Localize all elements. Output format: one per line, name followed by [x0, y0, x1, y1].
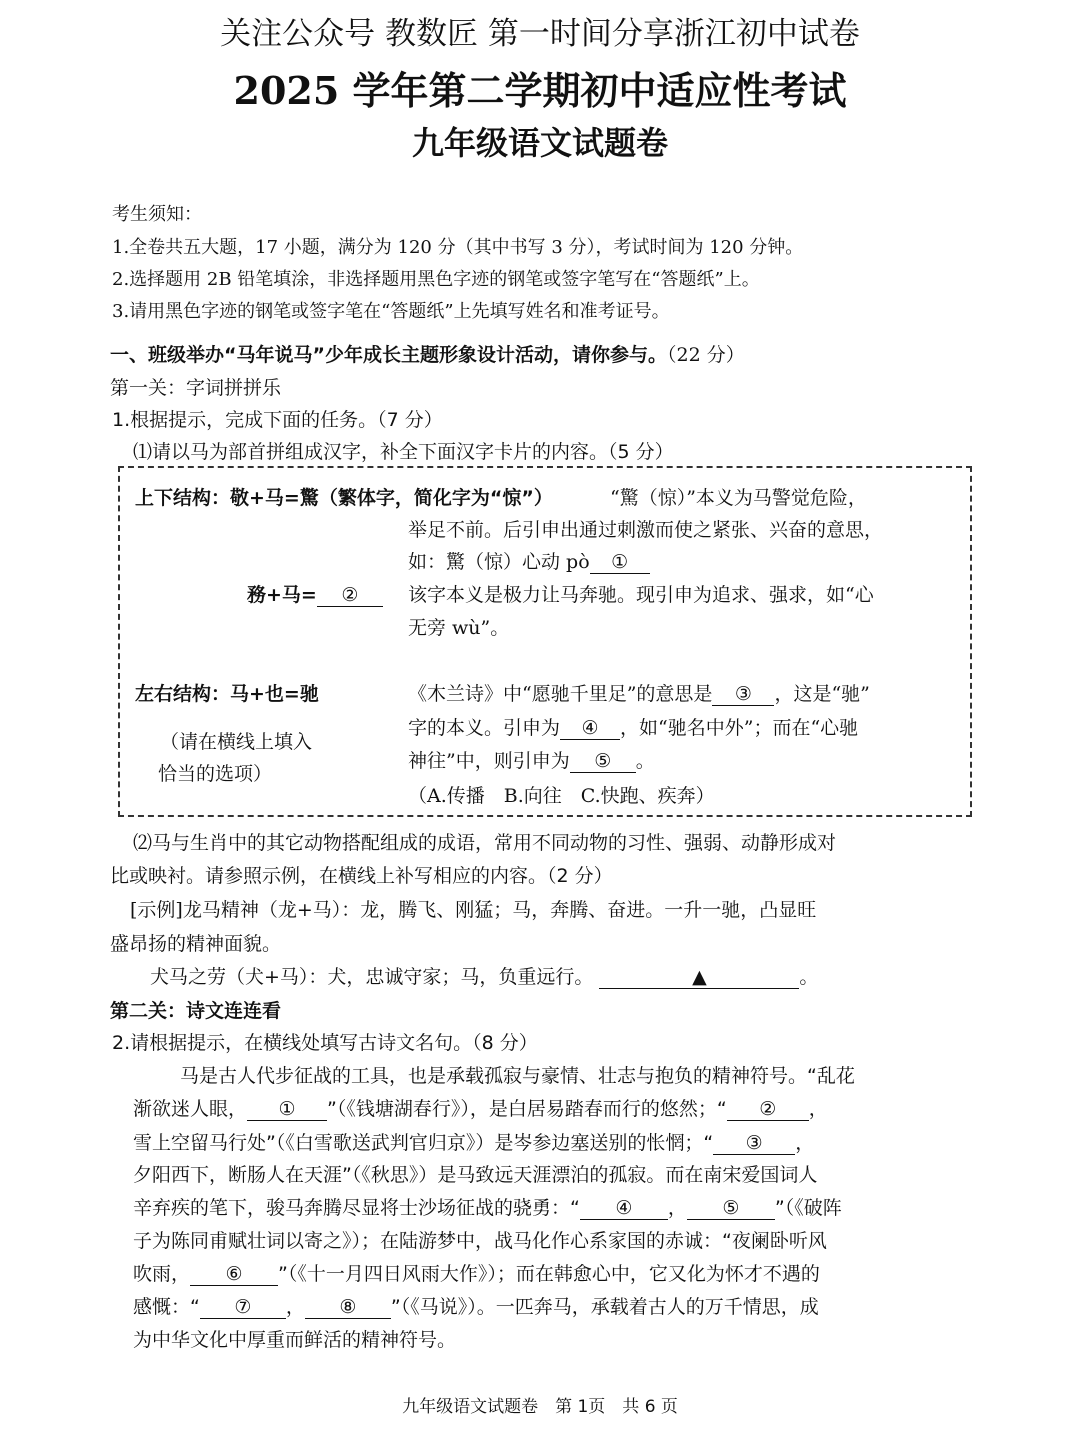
q1-1-prompt: ⑴请以马为部首拼组成汉字，补全下面汉字卡片的内容。（5 分）	[133, 441, 674, 463]
poem-line-6: 子为陈同甫赋壮词以寄之》）；在陆游梦中，战马化作心系家国的赤诚：“夜阑卧听风	[133, 1230, 827, 1252]
poem-blank-8[interactable]: ⑧	[305, 1297, 391, 1319]
poem-line-7	[133, 1259, 820, 1286]
poem-line-1: 马是古人代步征战的工具，也是承载孤寂与豪情、壮志与抱负的精神符号。“乱花	[180, 1065, 855, 1087]
poem-line-5	[133, 1193, 842, 1220]
section1-title-text: 一、班级举办“马年说马”少年成长主题形象设计活动，请你参与。	[110, 344, 667, 366]
q1-2-line1: ⑵马与生肖中的其它动物搭配组成的成语，常用不同动物的习性、强弱、动静形成对	[133, 832, 837, 854]
poem-l3-end: ，	[795, 1132, 815, 1154]
main-title: 2025 学年第二学期初中适应性考试	[233, 68, 847, 113]
blank-4[interactable]: ④	[560, 718, 620, 740]
card-row1-def2: 举足不前。后引申出通过刺激而使之紧张、兴奋的意思，	[408, 519, 884, 541]
poem-blank-3[interactable]: ③	[713, 1133, 795, 1155]
poem-l8-pre: 感慨：“	[133, 1296, 200, 1318]
section1-title	[110, 340, 745, 367]
level2-heading: 第二关：诗文连连看	[110, 1000, 282, 1022]
card-row3-def2	[408, 713, 858, 740]
top-banner: 关注公众号 教数匠 第一时间分享浙江初中试卷	[220, 16, 860, 52]
notice-item-1: 1.全卷共五大题，17 小题，满分为 120 分（其中书写 3 分），考试时间为 120 分钟。	[112, 237, 804, 258]
notice-heading: 考生须知：	[112, 204, 202, 225]
poem-l5-pre: 辛弃疾的笔下，骏马奔腾尽显将士沙场征战的骁勇：“	[133, 1197, 580, 1219]
card-row1-def3	[408, 547, 650, 574]
poem-l8-mid: ，	[285, 1296, 305, 1318]
card-row3-def2-pre: 字的本义。引申为	[408, 717, 561, 739]
card-row3-def1	[408, 679, 870, 706]
card-row2-def1: 该字本义是极力让马奔驰。现引申为追求、强求，如“心	[408, 584, 874, 606]
dog-line-text: 犬马之劳（犬+马）：犬，忠诚守家；马，负重远行。	[150, 966, 594, 988]
poem-blank-4[interactable]: ④	[580, 1198, 668, 1220]
q1-prompt: 1.根据提示，完成下面的任务。（7 分）	[112, 409, 443, 431]
poem-blank-1[interactable]: ①	[247, 1099, 327, 1121]
poem-line-9: 为中华文化中厚重而鲜活的精神符号。	[133, 1329, 457, 1351]
card-row3-def3-pre: 神往”中，则引申为	[408, 750, 570, 772]
poem-blank-6[interactable]: ⑥	[190, 1264, 278, 1286]
q1-2-line2: 比或映衬。请参照示例，在横线上补写相应的内容。（2 分）	[110, 865, 613, 887]
card-row2-label-text: 務+马=	[247, 584, 317, 606]
poem-blank-7[interactable]: ⑦	[200, 1297, 286, 1319]
poem-l7-pre: 吹雨，	[133, 1263, 191, 1285]
card-row3-def1-pre: 《木兰诗》中“愿驰千里足”的意思是	[408, 683, 713, 705]
dog-answer-blank[interactable]: ▲	[599, 967, 799, 989]
dog-line	[150, 962, 818, 989]
card-row3-def3	[408, 746, 655, 773]
notice-item-3: 3.请用黑色字迹的钢笔或签字笔在“答题纸”上先填写姓名和准考证号。	[112, 301, 670, 322]
poem-l5-mid: ，	[667, 1197, 687, 1219]
poem-line-3	[133, 1128, 814, 1155]
blank-3[interactable]: ③	[712, 684, 774, 706]
card-options: （A.传播 B.向往 C.快跑、疾奔）	[408, 785, 715, 807]
blank-1[interactable]: ①	[590, 552, 650, 574]
sub-title: 九年级语文试题卷	[411, 124, 668, 162]
poem-line-4: 夕阳西下，断肠人在天涯”（《秋思》）是马致远天涯漂泊的孤寂。而在南宋爱国词人	[133, 1164, 818, 1186]
q2-prompt: 2.请根据提示，在横线处填写古诗文名句。（8 分）	[112, 1032, 538, 1054]
dog-line-end: 。	[799, 966, 819, 988]
poem-blank-5[interactable]: ⑤	[687, 1198, 775, 1220]
blank-5[interactable]: ⑤	[570, 751, 636, 773]
card-row1-def3-text: 如：驚（惊）心动 pò	[408, 551, 590, 573]
card-row2-label	[247, 580, 383, 607]
poem-blank-2[interactable]: ②	[727, 1099, 809, 1121]
page-footer: 九年级语文试题卷 第 1页 共 6 页	[402, 1397, 678, 1417]
section1-score: （22 分）	[666, 344, 745, 366]
card-row3-def3-post: 。	[635, 750, 655, 772]
poem-l2-post: ”（《钱塘湖春行》），是白居易踏春而行的悠然；“	[327, 1098, 727, 1120]
level1-heading: 第一关：字词拼拼乐	[110, 377, 282, 399]
poem-l7-post: ”（《十一月四日风雨大作》）；而在韩愈心中，它又化为怀才不遇的	[278, 1263, 820, 1285]
card-row3-def1-post: ，这是“驰”	[774, 683, 870, 705]
poem-l8-post: ”（《马说》）。一匹奔马，承载着古人的万千情思，成	[390, 1296, 819, 1318]
card-row1-label: 上下结构：敬+马=驚（繁体字，简化字为“惊”）	[135, 487, 553, 509]
poem-l2-pre: 渐欲迷人眼，	[133, 1098, 248, 1120]
example-line2: 盛昂扬的精神面貌。	[110, 933, 282, 955]
card-row2-def2: 无旁 wù”。	[408, 617, 510, 639]
poem-l3-pre: 雪上空留马行处”（《白雪歌送武判官归京》）是岑参边塞送别的怅惘；“	[133, 1132, 714, 1154]
poem-l2-end: ，	[808, 1098, 828, 1120]
poem-line-8	[133, 1292, 819, 1319]
notice-item-2: 2.选择题用 2B 铅笔填涂，非选择题用黑色字迹的钢笔或签字笔写在“答题纸”上。	[112, 269, 760, 290]
card-row3-label: 左右结构：马+也=驰	[135, 683, 319, 705]
blank-2[interactable]: ②	[317, 585, 383, 607]
card-hint-2: 恰当的选项）	[158, 763, 273, 785]
poem-line-2	[133, 1094, 828, 1121]
card-hint-1: （请在横线上填入	[160, 731, 313, 753]
poem-l5-post: ”（《破阵	[774, 1197, 842, 1219]
example-line1: [示例]龙马精神（龙+马）：龙，腾飞、刚猛；马，奔腾、奋进。一升一驰，凸显旺	[130, 899, 817, 921]
card-row3-def2-post: ，如“驰名中外”；而在“心驰	[620, 717, 859, 739]
card-row1-def1: “驚（惊）”本义为马警觉危险，	[610, 487, 867, 509]
